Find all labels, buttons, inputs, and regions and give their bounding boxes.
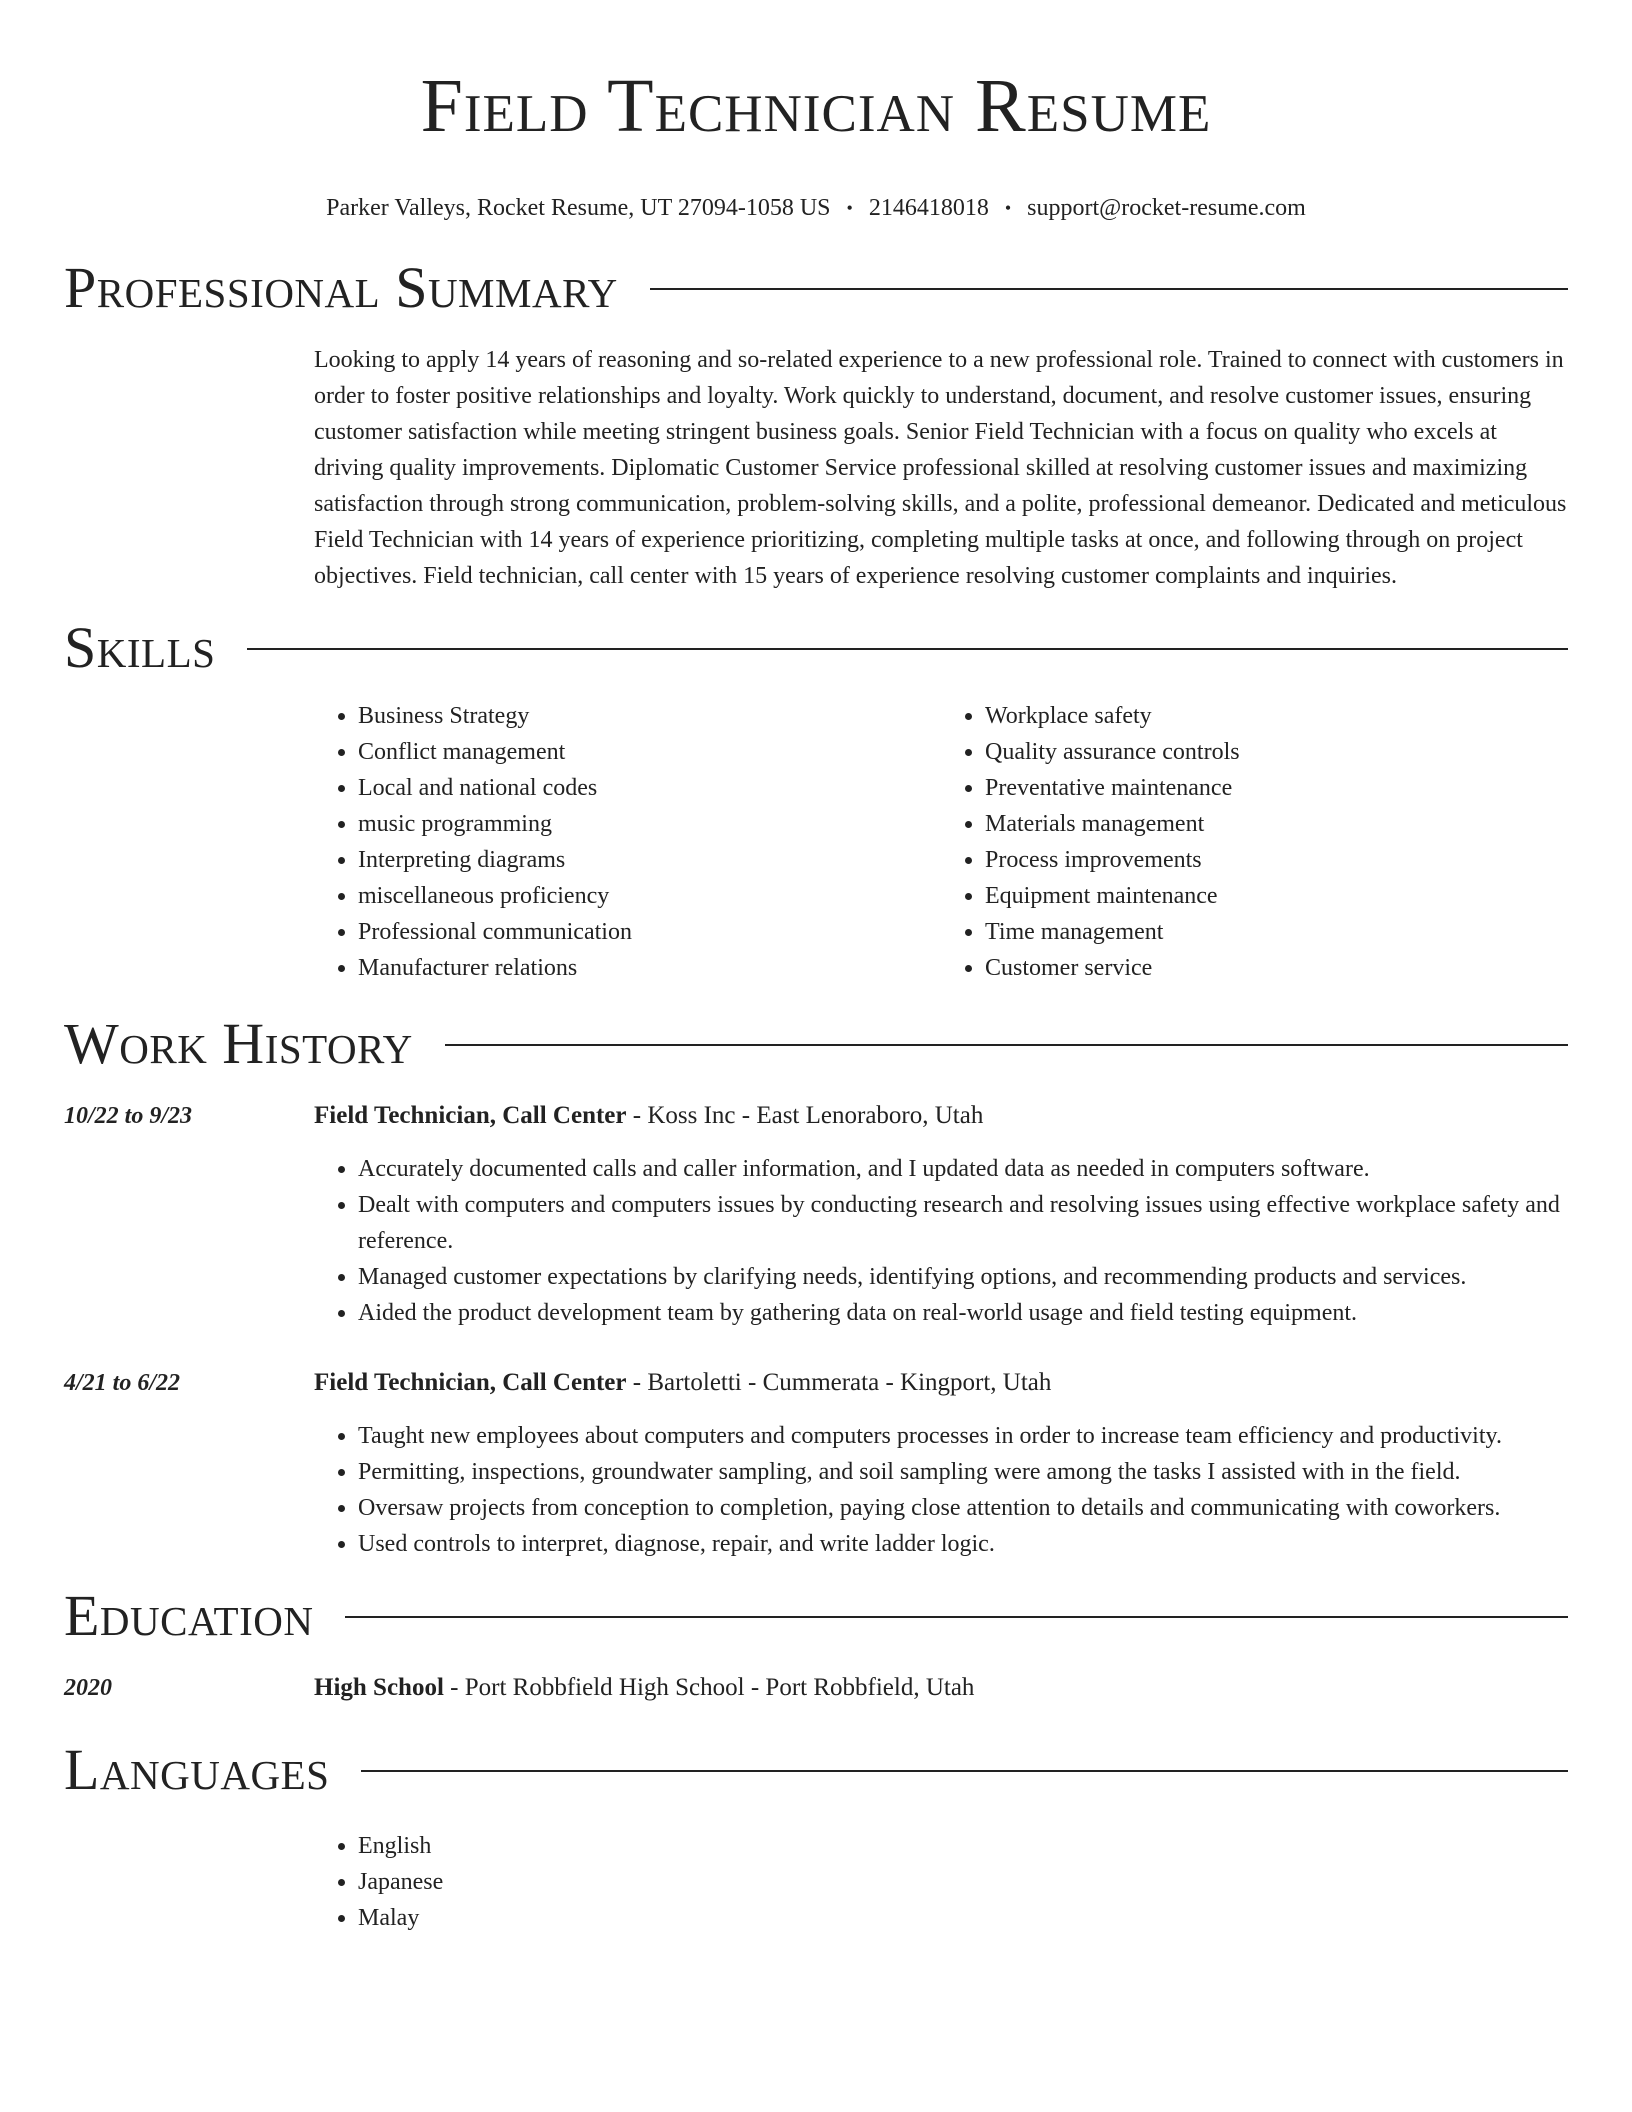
skill-item: • music programming [358, 806, 941, 842]
job-title-line [314, 1365, 1568, 1401]
skill-item: • Time management [985, 914, 1568, 950]
separator-dot: • [846, 198, 853, 218]
job-bullet: • Used controls to interpret, diagnose, repair, and write ladder logic. [358, 1526, 1568, 1562]
skill-item: • Business Strategy [358, 698, 941, 734]
job-title: Field Technician, Call Center [314, 1369, 627, 1396]
languages-heading-row [64, 1738, 1568, 1802]
skill-item: • Materials management [985, 806, 1568, 842]
skills-list-right [941, 698, 1568, 986]
skills-columns [314, 698, 1568, 986]
job-title-line [314, 1098, 1568, 1134]
languages-heading: Languages [64, 1737, 330, 1802]
skill-item: • Customer service [985, 950, 1568, 986]
language-item: • Malay [358, 1900, 1568, 1936]
email: support@rocket-resume.com [1027, 195, 1306, 221]
section-divider [345, 1616, 1568, 1618]
job-body [314, 1098, 1568, 1331]
job-bullet: • Oversaw projects from conception to completion, paying close attention to details and communicating with coworkers. [358, 1490, 1568, 1526]
education-entry [64, 1670, 1568, 1706]
job-bullet: • Accurately documented calls and caller information, and I updated data as needed in computers software. [358, 1151, 1568, 1187]
job-title: Field Technician, Call Center [314, 1102, 627, 1129]
education-list [64, 1670, 1568, 1706]
job-entry [64, 1098, 1568, 1331]
resume-title: Field Technician Resume [420, 64, 1212, 148]
work-heading: Work History [64, 1011, 413, 1076]
job-dates: 4/21 to 6/22 [64, 1370, 181, 1396]
job-body [314, 1365, 1568, 1562]
job-bullet: • Taught new employees about computers and computers processes in order to increase team efficiency and productivity. [358, 1418, 1568, 1454]
skill-item: • Conflict management [358, 734, 941, 770]
summary-heading: Professional Summary [64, 255, 618, 320]
education-year: 2020 [64, 1675, 112, 1701]
job-bullet: • Permitting, inspections, groundwater sampling, and soil sampling were among the tasks I assisted with in the field. [358, 1454, 1568, 1490]
skill-item: • Process improvements [985, 842, 1568, 878]
skill-item: • Equipment maintenance [985, 878, 1568, 914]
job-employer-location: - Bartoletti - Cummerata - Kingport, Utah [626, 1369, 1052, 1396]
skills-heading-row [64, 616, 1568, 680]
phone: 2146418018 [868, 195, 989, 221]
language-item: • Japanese [358, 1864, 1568, 1900]
job-bullets [314, 1418, 1568, 1562]
work-history-list [64, 1098, 1568, 1562]
section-divider [650, 288, 1568, 290]
skills-list-left [314, 698, 941, 986]
education-heading-row [64, 1584, 1568, 1648]
contact-line [64, 192, 1568, 224]
education-degree: High School [314, 1674, 444, 1701]
language-item: • English [358, 1828, 1568, 1864]
education-line [314, 1670, 1568, 1706]
education-heading: Education [64, 1583, 314, 1648]
summary-heading-row [64, 256, 1568, 320]
education-school: - Port Robbfield High School - Port Robbfield, Utah [443, 1674, 975, 1701]
section-divider [445, 1044, 1568, 1046]
job-employer-location: - Koss Inc - East Lenoraboro, Utah [626, 1102, 984, 1129]
skill-item: • Preventative maintenance [985, 770, 1568, 806]
separator-dot: • [1004, 198, 1012, 218]
skill-item: • Professional communication [358, 914, 941, 950]
section-divider [247, 648, 1568, 650]
address: Parker Valleys, Rocket Resume, UT 27094-1058 US [326, 195, 831, 221]
job-entry [64, 1365, 1568, 1562]
job-dates: 10/22 to 9/23 [64, 1103, 193, 1129]
skill-item: • miscellaneous proficiency [358, 878, 941, 914]
languages-list [314, 1828, 1568, 1936]
section-divider [361, 1770, 1568, 1772]
work-heading-row [64, 1012, 1568, 1076]
skill-item: • Local and national codes [358, 770, 941, 806]
skill-item: • Manufacturer relations [358, 950, 941, 986]
job-bullet: • Managed customer expectations by clarifying needs, identifying options, and recommending products and services. [358, 1259, 1568, 1295]
job-bullet: • Aided the product development team by gathering data on real-world usage and field testing equipment. [358, 1295, 1568, 1331]
skill-item: • Interpreting diagrams [358, 842, 941, 878]
skill-item: • Workplace safety [985, 698, 1568, 734]
job-bullet: • Dealt with computers and computers issues by conducting research and resolving issues using effective workplace safety and reference. [358, 1187, 1568, 1259]
summary-text: Looking to apply 14 years of reasoning and so-related experience to a new professional role. Trained to connect with customers in order to foster positive relationships and loyalty. Work quickly to understand, document, and resolve customer issues, ensuring customer satisfaction while meeting stringent business goals. Senior Field Technician with a focus on quality who excels at driving quality improvements. Diplomatic Customer Service professional skilled at resolving customer issues and maximizing satisfaction through strong communication, problem-solving skills, and a polite, professional demeanor. Dedicated and meticulous Field Technician with 14 years of experience prioritizing, completing multiple tasks at once, and following through on project objectives. Field technician, call center with 15 years of experience resolving customer complaints and inquiries. [314, 347, 1567, 589]
job-bullets [314, 1151, 1568, 1331]
skill-item: • Quality assurance controls [985, 734, 1568, 770]
languages-block [314, 1828, 1568, 1936]
skills-heading: Skills [64, 615, 216, 680]
